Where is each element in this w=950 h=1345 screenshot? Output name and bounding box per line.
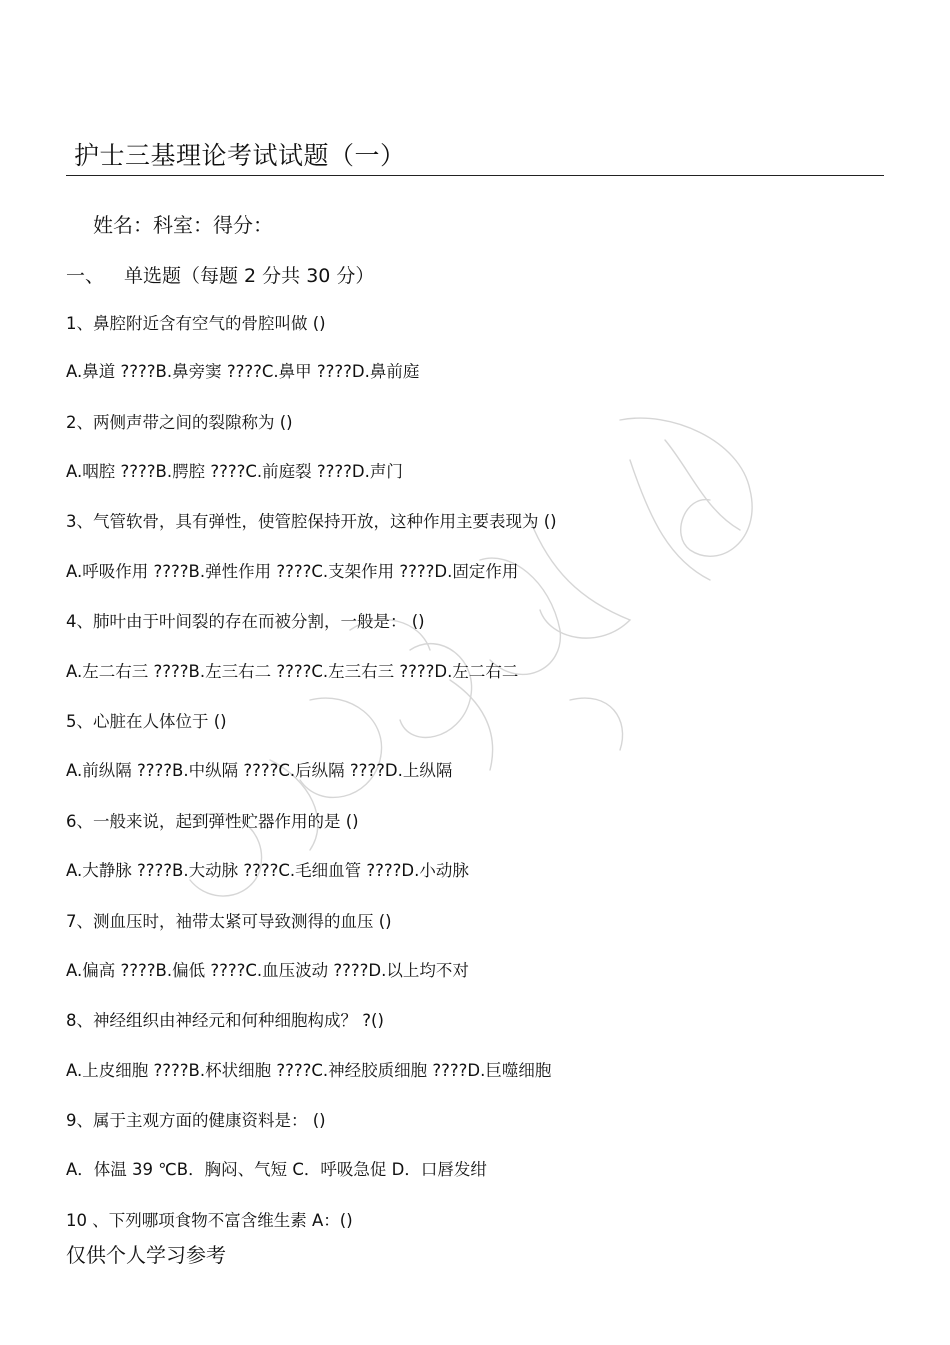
question-1: 1、鼻腔附近含有空气的骨腔叫做 () bbox=[66, 314, 326, 333]
section-heading bbox=[66, 261, 374, 288]
question-4: 4、肺叶由于叶间裂的存在而被分割，一般是： () bbox=[66, 612, 425, 631]
question-3: 3、气管软骨，具有弹性，使管腔保持开放，这种作用主要表现为 () bbox=[66, 512, 557, 531]
options-5: A.前纵隔 ????B.中纵隔 ????C.后纵隔 ????D.上纵隔 bbox=[66, 761, 453, 780]
question-6: 6、一般来说，起到弹性贮器作用的是 () bbox=[66, 812, 359, 831]
question-2: 2、两侧声带之间的裂隙称为 () bbox=[66, 413, 293, 432]
footer-note: 仅供个人学习参考 bbox=[66, 1243, 226, 1267]
question-10: 10 、下列哪项食物不富含维生素 A：() bbox=[66, 1211, 353, 1230]
section-title: 单选题（每题 2 分共 30 分） bbox=[124, 265, 375, 287]
options-4: A.左二右三 ????B.左三右二 ????C.左三右三 ????D.左二右二 bbox=[66, 662, 519, 681]
options-6: A.大静脉 ????B.大动脉 ????C.毛细血管 ????D.小动脉 bbox=[66, 861, 469, 880]
options-3: A.呼吸作用 ????B.弹性作用 ????C.支架作用 ????D.固定作用 bbox=[66, 562, 519, 581]
question-9: 9、属于主观方面的健康资料是： () bbox=[66, 1111, 326, 1130]
question-5: 5、心脏在人体位于 () bbox=[66, 712, 227, 731]
title-divider bbox=[66, 175, 884, 176]
options-9: A．体温 39 ℃B．胸闷、气短 C．呼吸急促 D．口唇发绀 bbox=[66, 1160, 487, 1179]
options-7: A.偏高 ????B.偏低 ????C.血压波动 ????D.以上均不对 bbox=[66, 961, 469, 980]
question-7: 7、测血压时，袖带太紧可导致测得的血压 () bbox=[66, 912, 392, 931]
page-title: 护士三基理论考试试题（一） bbox=[74, 141, 406, 170]
options-8: A.上皮细胞 ????B.杯状细胞 ????C.神经胶质细胞 ????D.巨噬细胞 bbox=[66, 1061, 552, 1080]
question-8: 8、神经组织由神经元和何种细胞构成？ ?() bbox=[66, 1011, 384, 1030]
options-1: A.鼻道 ????B.鼻旁窦 ????C.鼻甲 ????D.鼻前庭 bbox=[66, 362, 420, 381]
candidate-info: 姓名：科室：得分： bbox=[93, 213, 273, 237]
section-number: 一、 bbox=[66, 265, 105, 287]
options-2: A.咽腔 ????B.腭腔 ????C.前庭裂 ????D.声门 bbox=[66, 462, 403, 481]
